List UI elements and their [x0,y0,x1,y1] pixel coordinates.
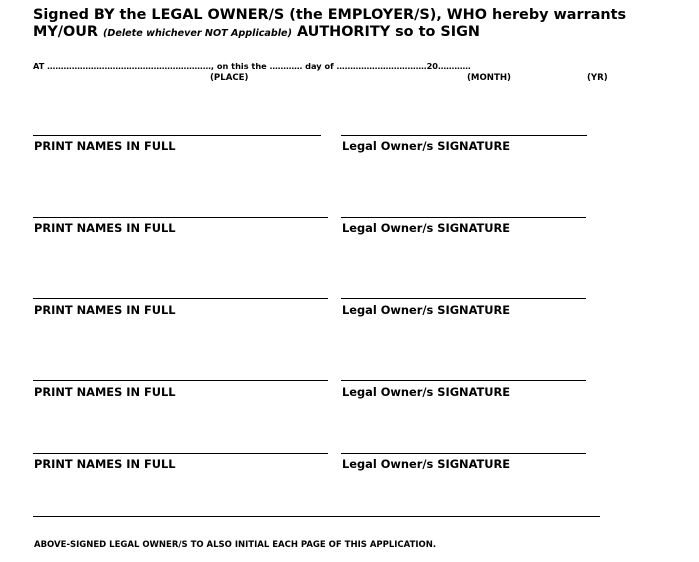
print-names-label: PRINT NAMES IN FULL [34,221,176,235]
name-line[interactable] [33,298,328,299]
name-line[interactable] [33,380,328,381]
signature-label: Legal Owner/s SIGNATURE [342,457,511,471]
signature-line[interactable] [341,135,587,136]
initial-each-page-note: ABOVE-SIGNED LEGAL OWNER/S TO ALSO INITIAL EACH PAGE OF THIS APPLICATION. [34,540,437,550]
signature-label: Legal Owner/s SIGNATURE [342,385,511,399]
name-line[interactable] [33,453,328,454]
print-names-label: PRINT NAMES IN FULL [34,457,176,471]
signature-label: Legal Owner/s SIGNATURE [342,303,511,317]
name-line[interactable] [33,217,328,218]
signature-line[interactable] [341,380,586,381]
month-sublabel: (MONTH) [467,73,511,83]
signature-line[interactable] [341,298,586,299]
place-sublabel: (PLACE) [210,73,249,83]
signature-line[interactable] [341,453,586,454]
place-date-line: AT ……………………………………………………, on this the ………… day of ……………………………20………… [33,61,471,71]
initials-line[interactable] [33,516,600,517]
heading-line-2 [33,24,693,42]
authority-heading [33,7,693,42]
heading-line-1: Signed BY the LEGAL OWNER/S (the EMPLOYER/S), WHO hereby warrants [33,7,627,23]
name-line[interactable] [33,135,321,136]
signature-line[interactable] [341,217,586,218]
delete-not-applicable-note: (Delete whichever NOT Applicable) [103,28,292,39]
heading-line-2-start: MY/OUR [33,24,104,40]
print-names-label: PRINT NAMES IN FULL [34,303,176,317]
signature-label: Legal Owner/s SIGNATURE [342,139,511,153]
print-names-label: PRINT NAMES IN FULL [34,385,176,399]
print-names-label: PRINT NAMES IN FULL [34,139,176,153]
heading-line-2-end: AUTHORITY so to SIGN [291,24,480,40]
signature-label: Legal Owner/s SIGNATURE [342,221,511,235]
year-sublabel: (YR) [587,73,608,83]
